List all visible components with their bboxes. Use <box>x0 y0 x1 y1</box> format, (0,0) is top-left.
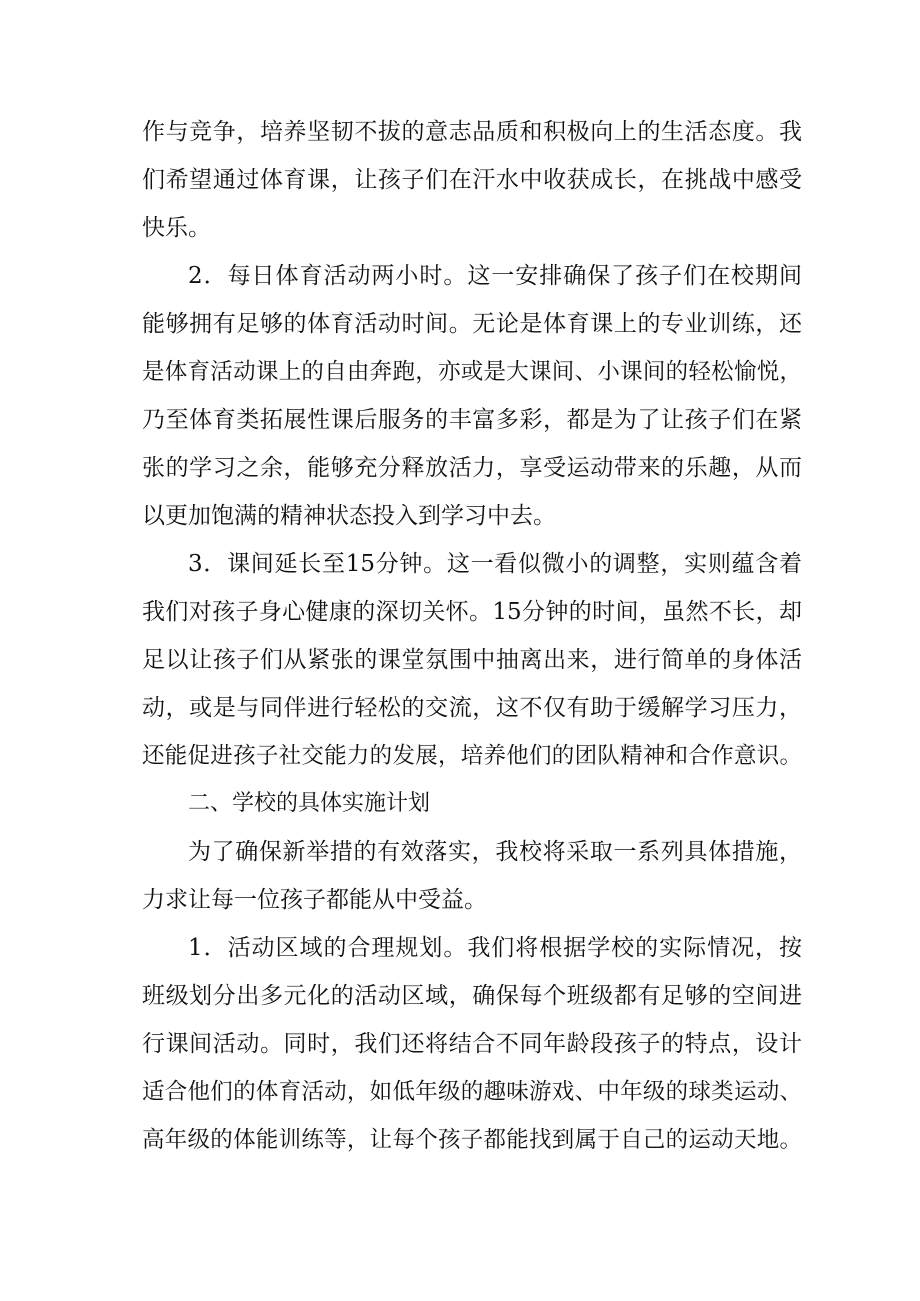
paragraph-line: 以更加饱满的精神状态投入到学习中去。 <box>142 503 556 529</box>
paragraph-line: 能够拥有足够的体育活动时间。无论是体育课上的专业训练，还 <box>142 311 802 337</box>
paragraph-line: 行课间活动。同时，我们还将结合不同年龄段孩子的特点，设计 <box>142 1031 802 1057</box>
paragraph-line: 力求让每一位孩子都能从中受益。 <box>142 887 487 913</box>
paragraph-line: 3．课间延长至15分钟。这一看似微小的调整，实则蕴含着 <box>188 551 802 577</box>
paragraph-line: 班级划分出多元化的活动区域，确保每个班级都有足够的空间进 <box>142 983 802 1009</box>
paragraph-line: 还能促进孩子社交能力的发展，培养他们的团队精神和合作意识。 <box>142 743 802 769</box>
paragraph-line: 动，或是与同伴进行轻松的交流，这不仅有助于缓解学习压力， <box>142 695 802 721</box>
body-text <box>142 108 802 1164</box>
paragraph-line: 2．每日体育活动两小时。这一安排确保了孩子们在校期间 <box>188 263 802 289</box>
paragraph-line: 为了确保新举措的有效落实，我校将采取一系列具体措施， <box>188 839 802 865</box>
paragraph-line: 我们对孩子身心健康的深切关怀。15分钟的时间，虽然不长，却 <box>142 599 802 625</box>
paragraph-line: 高年级的体能训练等，让每个孩子都能找到属于自己的运动天地。 <box>142 1127 802 1153</box>
section-heading: 二、学校的具体实施计划 <box>188 791 431 816</box>
paragraph-line: 足以让孩子们从紧张的课堂氛围中抽离出来，进行简单的身体活 <box>142 647 802 673</box>
paragraph-line: 是体育活动课上的自由奔跑，亦或是大课间、小课间的轻松愉悦， <box>142 359 802 385</box>
paragraph-line: 乃至体育类拓展性课后服务的丰富多彩，都是为了让孩子们在紧 <box>142 407 802 433</box>
paragraph-line: 快乐。 <box>142 215 211 241</box>
paragraph-line: 们希望通过体育课，让孩子们在汗水中收获成长，在挑战中感受 <box>142 167 802 193</box>
paragraph-line: 1．活动区域的合理规划。我们将根据学校的实际情况，按 <box>188 935 802 961</box>
paragraph-line: 作与竞争，培养坚韧不拔的意志品质和积极向上的生活态度。我 <box>142 119 802 145</box>
paragraph-line: 适合他们的体育活动，如低年级的趣味游戏、中年级的球类运动、 <box>142 1079 802 1105</box>
paragraph-line: 张的学习之余，能够充分释放活力，享受运动带来的乐趣，从而 <box>142 455 802 481</box>
